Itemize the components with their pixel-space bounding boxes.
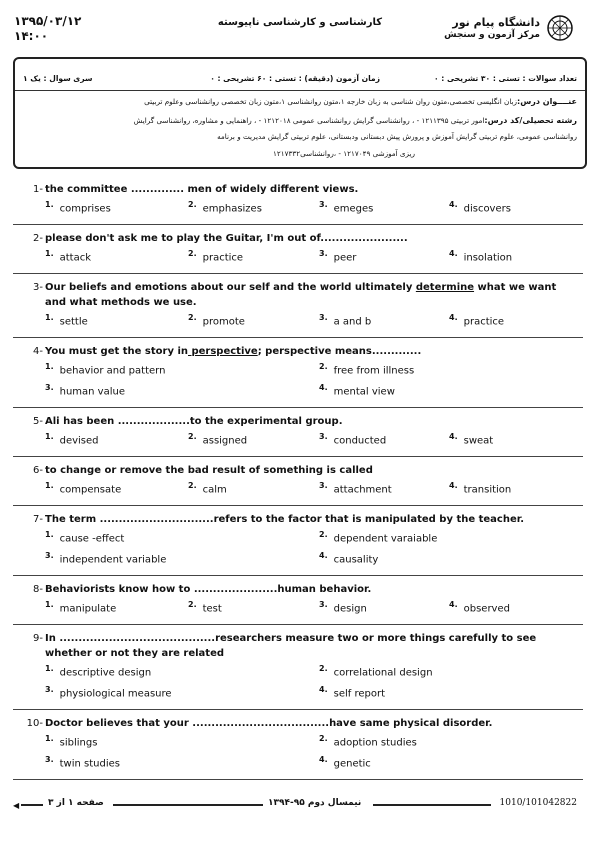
question-4: [13, 338, 583, 408]
arrow-left-icon: ◀: [13, 801, 20, 810]
field-code-line2: روانشناسی عمومی، علوم تربیتی گرایش آموزش و پرورش پیش دبستانی ودبستانی، علوم تربیتی گرایش مدیریت و برنامه: [217, 132, 577, 141]
option-text: test: [202, 603, 222, 615]
option-text: mental view: [333, 386, 395, 398]
question-counts: تعداد سوالات : تستی : ۳۰ تشریحی : ۰: [434, 74, 577, 83]
underlined-word: determine: [415, 282, 475, 293]
option-2[interactable]: [188, 481, 227, 495]
exam-time: ۱۴:۰۰: [14, 29, 49, 43]
course-title: [144, 97, 577, 106]
option-4[interactable]: [449, 313, 504, 327]
option-row: [13, 432, 583, 450]
option-text: observed: [463, 603, 510, 615]
question-8: [13, 576, 583, 625]
option-4[interactable]: [319, 383, 395, 397]
question-text: to change or remove the bad result of something is called: [45, 465, 373, 476]
option-text: discovers: [463, 203, 511, 215]
question-number: 6-: [33, 465, 43, 476]
university-logo: [414, 12, 574, 48]
option-number: 2.: [319, 734, 328, 743]
option-4[interactable]: [319, 685, 385, 699]
page-footer: [13, 798, 583, 812]
option-row: [13, 734, 583, 752]
option-1[interactable]: [45, 313, 88, 327]
option-number: 2.: [188, 481, 197, 490]
option-number: 3.: [45, 383, 54, 392]
option-number: 1.: [45, 664, 54, 673]
option-4[interactable]: [449, 600, 510, 614]
question-number: 9-: [33, 633, 43, 644]
question-series: سری سوال : یک ۱: [23, 74, 93, 83]
option-text: devised: [59, 435, 99, 447]
option-text: causality: [333, 554, 379, 566]
option-1[interactable]: [45, 432, 99, 446]
option-number: 2.: [319, 530, 328, 539]
option-number: 1.: [45, 249, 54, 258]
option-row: [13, 313, 583, 331]
option-text: behavior and pattern: [59, 365, 166, 377]
option-text: insolation: [463, 252, 513, 264]
option-number: 2.: [319, 664, 328, 673]
question-number: 8-: [33, 584, 43, 595]
option-text: practice: [463, 316, 505, 328]
question-text: The term ..............................refers to the factor that is manipulated by the teacher.: [45, 514, 525, 525]
degree-title: کارشناسی و کارشناسی ناپیوسته: [217, 17, 383, 28]
option-number: 3.: [45, 551, 54, 560]
exam-date-time: [14, 14, 81, 44]
option-number: 2.: [188, 313, 197, 322]
option-2[interactable]: [319, 530, 437, 544]
field-code-label: رشته تحصیلی/کد درس:: [484, 116, 577, 125]
question-text: what we want and what methods we use.: [45, 282, 557, 308]
question-1: [13, 176, 583, 225]
info-divider: [15, 90, 585, 91]
option-number: 1.: [45, 481, 54, 490]
option-2[interactable]: [319, 734, 417, 748]
option-1[interactable]: [45, 734, 97, 748]
question-6: [13, 457, 583, 506]
question-number: 4-: [33, 346, 43, 357]
option-4[interactable]: [449, 249, 512, 263]
option-text: settle: [59, 316, 88, 328]
option-number: 1.: [45, 313, 54, 322]
question-text: Doctor believes that your ....................................have same physical disorder.: [45, 718, 493, 729]
option-text: independent variable: [59, 554, 167, 566]
question-stem: [13, 631, 583, 661]
option-text: descriptive design: [59, 667, 152, 679]
option-row: [13, 664, 583, 682]
option-3[interactable]: [45, 755, 120, 769]
option-row: [13, 530, 583, 548]
question-3: [13, 274, 583, 338]
option-number: 3.: [319, 200, 328, 209]
option-row: [13, 481, 583, 499]
option-number: 4.: [319, 755, 328, 764]
option-4[interactable]: [319, 551, 378, 565]
option-text: genetic: [333, 758, 371, 770]
option-2[interactable]: [319, 362, 414, 376]
question-5: [13, 408, 583, 457]
field-code: [134, 116, 577, 125]
question-number: 2-: [33, 233, 43, 244]
option-text: emphasizes: [202, 203, 262, 215]
option-number: 4.: [449, 432, 458, 441]
option-text: compensate: [59, 484, 122, 496]
option-text: sweat: [463, 435, 494, 447]
option-3[interactable]: [319, 313, 371, 327]
question-list: [13, 176, 583, 780]
option-row: [13, 600, 583, 618]
question-stem: [13, 716, 583, 731]
course-title-value: زبان انگلیسی تخصصی،متون روان شناسی به زبان خارجه ۱،متون روانشناسی ۱،متون زبان تخصصی روانشناسی وعلوم تربیتی: [144, 97, 517, 106]
option-text: design: [333, 603, 367, 615]
option-3[interactable]: [45, 551, 166, 565]
question-9: [13, 625, 583, 710]
exam-duration: زمان آزمون (دقیقه) : تستی : ۶۰ تشریحی : ۰: [210, 74, 380, 83]
option-text: siblings: [59, 737, 98, 749]
exam-term: نیمسال دوم ۹۵-۱۳۹۴: [268, 798, 362, 808]
option-3[interactable]: [319, 432, 386, 446]
question-text: Behaviorists know how to ......................human behavior.: [45, 584, 372, 595]
question-stem: [13, 512, 583, 527]
option-number: 1.: [45, 734, 54, 743]
option-number: 4.: [449, 600, 458, 609]
option-number: 1.: [45, 200, 54, 209]
option-text: physiological measure: [59, 688, 172, 700]
option-row: [13, 362, 583, 380]
question-10: [13, 710, 583, 780]
option-text: correlational design: [333, 667, 433, 679]
option-text: comprises: [59, 203, 111, 215]
option-number: 2.: [188, 432, 197, 441]
question-stem: [13, 463, 583, 478]
course-title-label: عنــــوان درس:: [517, 97, 577, 106]
option-text: cause -effect: [59, 533, 125, 545]
option-4[interactable]: [449, 432, 493, 446]
question-text: In .........................................researchers measure two or more things carefully to see whether or not they are related: [45, 633, 537, 659]
question-stem: [13, 280, 583, 310]
question-number: 1-: [33, 184, 43, 195]
option-3[interactable]: [45, 685, 172, 699]
option-3[interactable]: [319, 600, 367, 614]
exam-code: 1010/101042822: [499, 798, 577, 808]
option-number: 2.: [319, 362, 328, 371]
option-text: a and b: [333, 316, 372, 328]
exam-info-box: [13, 57, 587, 169]
option-number: 3.: [319, 481, 328, 490]
option-number: 4.: [449, 200, 458, 209]
option-number: 1.: [45, 530, 54, 539]
option-number: 4.: [319, 383, 328, 392]
option-row: [13, 200, 583, 218]
option-4[interactable]: [319, 755, 371, 769]
question-number: 10-: [26, 718, 43, 729]
option-text: promote: [202, 316, 245, 328]
option-1[interactable]: [45, 481, 121, 495]
option-number: 3.: [45, 755, 54, 764]
question-text: Ali has been ...................to the experimental group.: [45, 416, 343, 427]
option-text: dependent varaiable: [333, 533, 438, 545]
option-number: 3.: [319, 600, 328, 609]
field-code-value: امور تربیتی ۱۲۱۱۳۹۵ - ، روانشناسی گرایش روانشناسی عمومی ۱۲۱۲۰۱۸ - ، راهنمایی و مشاوره، روانشناسی گرایش: [133, 116, 485, 125]
question-2: [13, 225, 583, 274]
option-text: human value: [59, 386, 125, 398]
option-number: 3.: [319, 249, 328, 258]
option-number: 1.: [45, 600, 54, 609]
university-seal-icon: [546, 14, 574, 42]
option-3[interactable]: [319, 481, 392, 495]
question-7: [13, 506, 583, 576]
option-text: attachment: [333, 484, 392, 496]
option-3[interactable]: [319, 200, 373, 214]
question-text: please don't ask me to play the Guitar, I'm out of.......................: [45, 233, 408, 244]
option-row: [13, 249, 583, 267]
option-text: twin studies: [59, 758, 120, 770]
option-row: [13, 685, 583, 703]
question-stem: [13, 344, 583, 359]
option-number: 4.: [319, 685, 328, 694]
option-text: conducted: [333, 435, 387, 447]
option-text: manipulate: [59, 603, 117, 615]
option-1[interactable]: [45, 530, 124, 544]
option-3[interactable]: [319, 249, 356, 263]
testing-center-name: مرکز آزمون و سنجش: [444, 30, 540, 40]
option-text: adoption studies: [333, 737, 417, 749]
option-number: 4.: [449, 249, 458, 258]
option-number: 4.: [319, 551, 328, 560]
question-text: Our beliefs and emotions about our self and the world ultimately: [45, 282, 416, 293]
option-number: 1.: [45, 432, 54, 441]
option-number: 3.: [319, 432, 328, 441]
university-name: دانشگاه پیام نور: [452, 16, 540, 29]
option-text: transition: [463, 484, 512, 496]
option-number: 1.: [45, 362, 54, 371]
footer-rule: [113, 804, 263, 806]
footer-rule: [373, 804, 491, 806]
question-text: ; perspective means.............: [257, 346, 422, 357]
option-1[interactable]: [45, 362, 165, 376]
option-row: [13, 755, 583, 773]
field-code-line3: ریزی آموزشی ۱۲۱۷۰۴۹ - ،روانشناسی۱۲۱۷۳۳۲: [273, 149, 415, 158]
question-stem: [13, 414, 583, 429]
option-2[interactable]: [188, 432, 247, 446]
option-1[interactable]: [45, 600, 116, 614]
exam-date: ۱۳۹۵/۰۳/۱۲: [14, 14, 82, 28]
option-1[interactable]: [45, 664, 151, 678]
option-number: 2.: [188, 200, 197, 209]
option-4[interactable]: [449, 200, 511, 214]
option-number: 2.: [188, 249, 197, 258]
option-text: peer: [333, 252, 357, 264]
option-text: self report: [333, 688, 385, 700]
option-2[interactable]: [188, 313, 245, 327]
option-text: calm: [202, 484, 227, 496]
option-2[interactable]: [188, 600, 222, 614]
underlined-word: perspective: [188, 346, 258, 357]
option-2[interactable]: [188, 200, 262, 214]
option-number: 3.: [45, 685, 54, 694]
question-number: 7-: [33, 514, 43, 525]
option-number: 3.: [319, 313, 328, 322]
option-number: 2.: [188, 600, 197, 609]
question-text: the committee .............. men of widely different views.: [45, 184, 359, 195]
option-text: free from illness: [333, 365, 415, 377]
option-4[interactable]: [449, 481, 511, 495]
option-row: [13, 383, 583, 401]
question-text: You must get the story in: [45, 346, 188, 357]
option-number: 4.: [449, 313, 458, 322]
option-2[interactable]: [188, 249, 243, 263]
question-stem: [13, 182, 583, 197]
option-2[interactable]: [319, 664, 433, 678]
question-stem: [13, 582, 583, 597]
option-1[interactable]: [45, 249, 91, 263]
option-text: attack: [59, 252, 91, 264]
option-number: 4.: [449, 481, 458, 490]
option-text: emeges: [333, 203, 374, 215]
option-text: assigned: [202, 435, 248, 447]
option-1[interactable]: [45, 200, 111, 214]
option-row: [13, 551, 583, 569]
footer-rule: [21, 804, 43, 806]
question-number: 3-: [33, 282, 43, 293]
page-number: صفحه ۱ از ۳: [48, 798, 104, 808]
option-3[interactable]: [45, 383, 125, 397]
option-text: practice: [202, 252, 244, 264]
question-stem: [13, 231, 583, 246]
question-number: 5-: [33, 416, 43, 427]
